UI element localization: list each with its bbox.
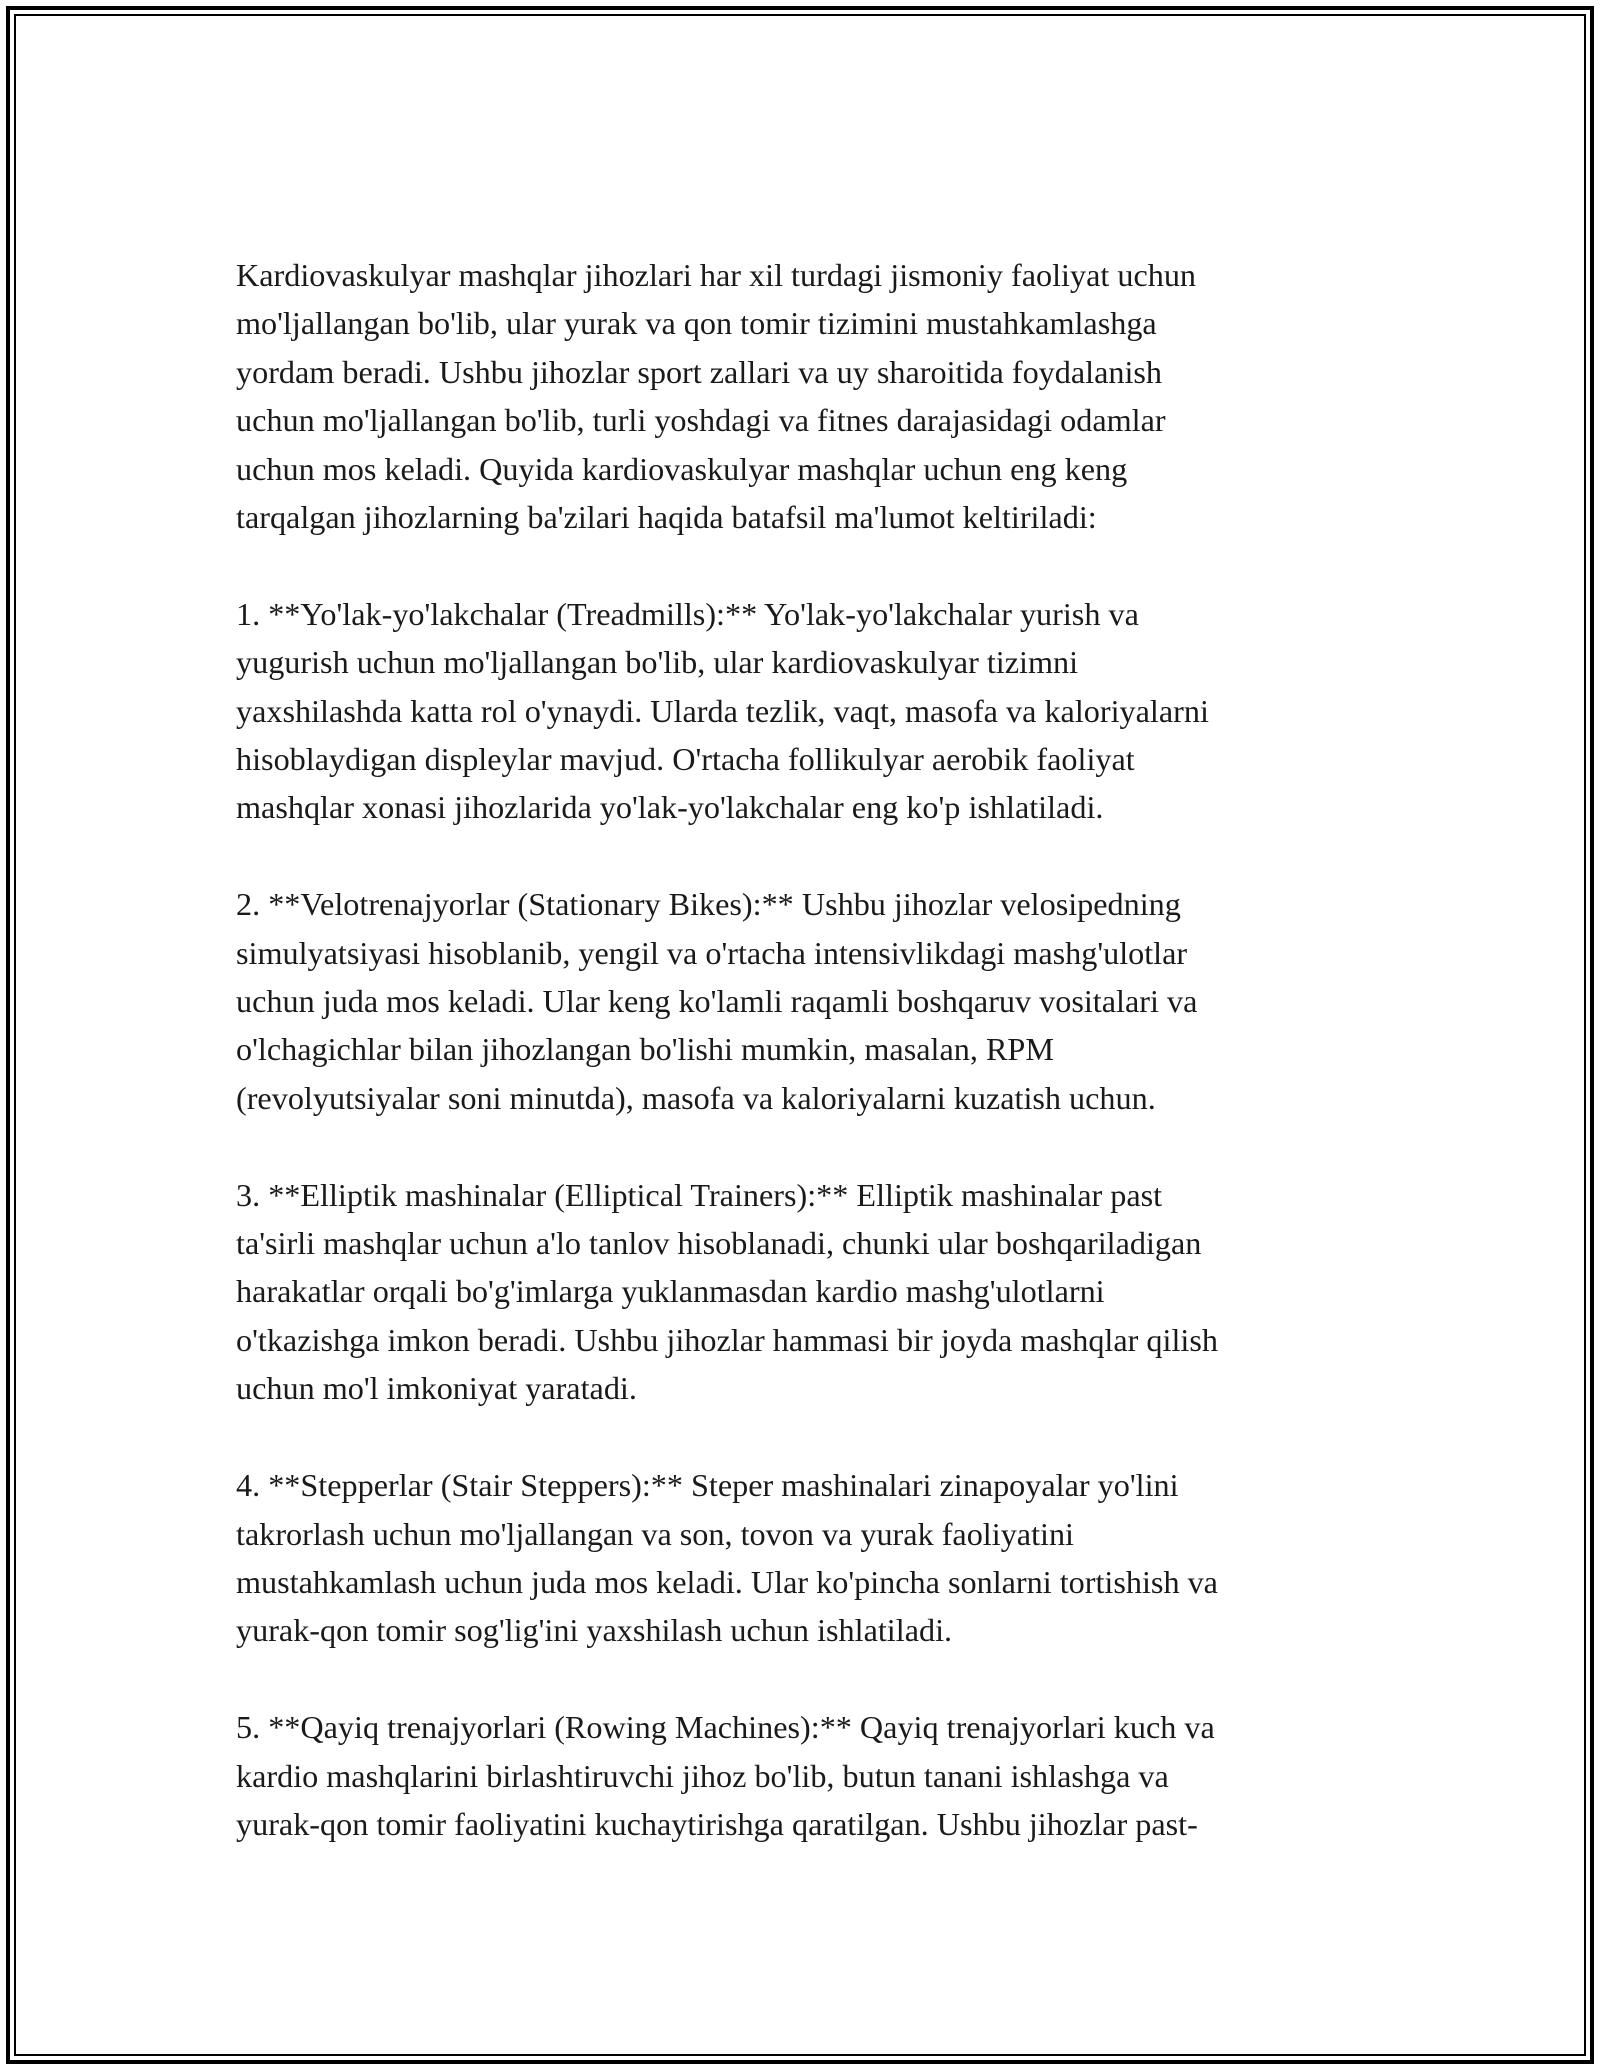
text-line: harakatlar orqali bo'g'imlarga yuklanmasdan kardio mashg'ulotlarni [236,1273,1105,1310]
text-line: simulyatsiyasi hisoblanib, yengil va o'rtacha intensivlikdagi mashg'ulotlar [236,934,1188,971]
document-body [236,251,1366,1897]
list-item-elliptical-trainers [236,1171,1366,1413]
text-line: 4. **Stepperlar (Stair Steppers):** Steper mashinalari zinapoyalar yo'lini [236,1467,1179,1504]
text-line: (revolyutsiyalar soni minutda), masofa va kaloriyalarni kuzatish uchun. [236,1079,1156,1116]
text-line: 2. **Velotrenajyorlar (Stationary Bikes):** Ushbu jihozlar velosipedning [236,886,1181,923]
text-line: yurak-qon tomir faoliyatini kuchaytirishga qaratilgan. Ushbu jihozlar past- [236,1805,1198,1842]
list-item-stair-steppers [236,1461,1366,1655]
text-line: o'lchagichlar bilan jihozlangan bo'lishi mumkin, masalan, RPM [236,1031,1054,1068]
text-line: uchun mo'l imkoniyat yaratadi. [236,1370,637,1407]
intro-paragraph [236,251,1366,541]
text-line: mashqlar xonasi jihozlarida yo'lak-yo'lakchalar eng ko'p ishlatiladi. [236,789,1104,826]
text-line: yaxshilashda katta rol o'ynaydi. Ularda tezlik, vaqt, masofa va kaloriyalarni [236,692,1209,729]
text-line: mustahkamlash uchun juda mos keladi. Ular ko'pincha sonlarni tortishish va [236,1563,1218,1600]
text-line: uchun mo'ljallangan bo'lib, turli yoshdagi va fitnes darajasidagi odamlar [236,402,1166,439]
text-line: yordam beradi. Ushbu jihozlar sport zallari va uy sharoitida foydalanish [236,353,1163,390]
text-line: kardio mashqlarini birlashtiruvchi jihoz bo'lib, butun tanani ishlashga va [236,1757,1169,1794]
text-line: yurak-qon tomir sog'lig'ini yaxshilash uchun ishlatiladi. [236,1612,953,1649]
text-line: mo'ljallangan bo'lib, ular yurak va qon tomir tizimini mustahkamlashga [236,305,1157,342]
list-item-treadmills [236,590,1366,832]
text-line: 5. **Qayiq trenajyorlari (Rowing Machines):** Qayiq trenajyorlari kuch va [236,1709,1215,1746]
text-line: 1. **Yo'lak-yo'lakchalar (Treadmills):** Yo'lak-yo'lakchalar yurish va [236,595,1139,632]
text-line: takrorlash uchun mo'ljallangan va son, tovon va yurak faoliyatini [236,1515,1074,1552]
text-line: uchun juda mos keladi. Ular keng ko'lamli raqamli boshqaruv vositalari va [236,983,1198,1020]
text-line: o'tkazishga imkon beradi. Ushbu jihozlar hammasi bir joyda mashqlar qilish [236,1321,1218,1358]
list-item-stationary-bikes [236,880,1366,1122]
text-line: 3. **Elliptik mashinalar (Elliptical Trainers):** Elliptik mashinalar past [236,1176,1163,1213]
text-line: ta'sirli mashqlar uchun a'lo tanlov hisoblanadi, chunki ular boshqariladigan [236,1225,1202,1262]
list-item-rowing-machines [236,1703,1366,1848]
text-line: hisoblaydigan displeylar mavjud. O'rtacha follikulyar aerobik faoliyat [236,741,1135,778]
text-line: tarqalgan jihozlarning ba'zilari haqida batafsil ma'lumot keltiriladi: [236,499,1097,536]
text-line: Kardiovaskulyar mashqlar jihozlari har xil turdagi jismoniy faoliyat uchun [236,257,1197,293]
text-line: uchun mos keladi. Quyida kardiovaskulyar mashqlar uchun eng keng [236,450,1128,487]
text-line: yugurish uchun mo'ljallangan bo'lib, ular kardiovaskulyar tizimni [236,644,1079,681]
